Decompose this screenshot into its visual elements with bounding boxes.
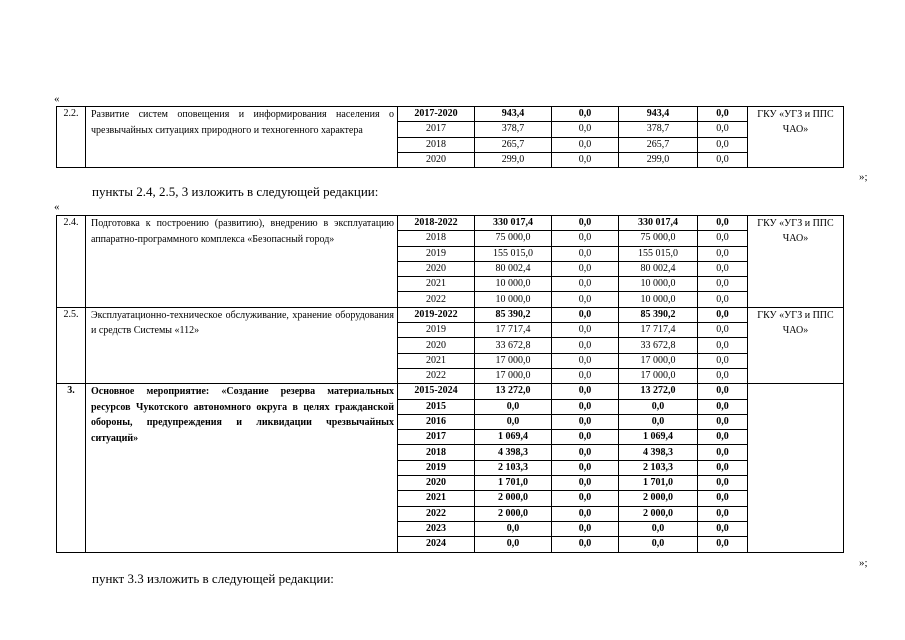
total-cell: 85 390,2 bbox=[475, 307, 552, 322]
total-cell: 0,0 bbox=[475, 537, 552, 552]
municipal-budget-cell: 0,0 bbox=[698, 277, 748, 292]
total-cell: 17 717,4 bbox=[475, 323, 552, 338]
item-number: 2.2. bbox=[57, 107, 86, 168]
year-cell: 2021 bbox=[398, 353, 475, 368]
municipal-budget-cell: 0,0 bbox=[698, 261, 748, 276]
regional-budget-cell: 943,4 bbox=[619, 107, 698, 122]
total-cell: 2 000,0 bbox=[475, 491, 552, 506]
regional-budget-cell: 2 103,3 bbox=[619, 460, 698, 475]
regional-budget-cell: 0,0 bbox=[619, 414, 698, 429]
year-cell: 2018 bbox=[398, 137, 475, 152]
municipal-budget-cell: 0,0 bbox=[698, 476, 748, 491]
year-cell: 2017-2020 bbox=[398, 107, 475, 122]
municipal-budget-cell: 0,0 bbox=[698, 414, 748, 429]
responsible-executor: ГКУ «УГЗ и ППС ЧАО» bbox=[748, 107, 844, 168]
municipal-budget-cell: 0,0 bbox=[698, 430, 748, 445]
federal-budget-cell: 0,0 bbox=[552, 476, 619, 491]
table1-body bbox=[57, 107, 844, 168]
federal-budget-cell: 0,0 bbox=[552, 107, 619, 122]
regional-budget-cell: 0,0 bbox=[619, 521, 698, 536]
federal-budget-cell: 0,0 bbox=[552, 307, 619, 322]
regional-budget-cell: 80 002,4 bbox=[619, 261, 698, 276]
federal-budget-cell: 0,0 bbox=[552, 122, 619, 137]
year-cell: 2020 bbox=[398, 338, 475, 353]
table-row bbox=[57, 107, 844, 122]
total-cell: 4 398,3 bbox=[475, 445, 552, 460]
item-name: Подготовка к построению (развитию), внедрению в эксплуатацию аппаратно-программного комплекса «Безопасный город» bbox=[86, 216, 398, 308]
municipal-budget-cell: 0,0 bbox=[698, 338, 748, 353]
municipal-budget-cell: 0,0 bbox=[698, 506, 748, 521]
municipal-budget-cell: 0,0 bbox=[698, 353, 748, 368]
year-cell: 2022 bbox=[398, 368, 475, 383]
year-cell: 2017 bbox=[398, 430, 475, 445]
total-cell: 1 069,4 bbox=[475, 430, 552, 445]
regional-budget-cell: 330 017,4 bbox=[619, 216, 698, 231]
regional-budget-cell: 13 272,0 bbox=[619, 384, 698, 399]
total-cell: 17 000,0 bbox=[475, 353, 552, 368]
year-cell: 2021 bbox=[398, 277, 475, 292]
total-cell: 265,7 bbox=[475, 137, 552, 152]
total-cell: 10 000,0 bbox=[475, 292, 552, 307]
year-cell: 2018-2022 bbox=[398, 216, 475, 231]
municipal-budget-cell: 0,0 bbox=[698, 152, 748, 167]
regional-budget-cell: 17 000,0 bbox=[619, 368, 698, 383]
regional-budget-cell: 17 717,4 bbox=[619, 323, 698, 338]
total-cell: 33 672,8 bbox=[475, 338, 552, 353]
item-name: Эксплуатационно-техническое обслуживание, хранение оборудования и средств Системы «112» bbox=[86, 307, 398, 383]
federal-budget-cell: 0,0 bbox=[552, 521, 619, 536]
year-cell: 2020 bbox=[398, 152, 475, 167]
year-cell: 2018 bbox=[398, 231, 475, 246]
federal-budget-cell: 0,0 bbox=[552, 338, 619, 353]
federal-budget-cell: 0,0 bbox=[552, 506, 619, 521]
municipal-budget-cell: 0,0 bbox=[698, 368, 748, 383]
table-row bbox=[57, 307, 844, 322]
regional-budget-cell: 2 000,0 bbox=[619, 506, 698, 521]
municipal-budget-cell: 0,0 bbox=[698, 107, 748, 122]
responsible-executor: ГКУ «УГЗ и ППС ЧАО» bbox=[748, 216, 844, 308]
municipal-budget-cell: 0,0 bbox=[698, 216, 748, 231]
federal-budget-cell: 0,0 bbox=[552, 445, 619, 460]
year-cell: 2018 bbox=[398, 445, 475, 460]
federal-budget-cell: 0,0 bbox=[552, 137, 619, 152]
municipal-budget-cell: 0,0 bbox=[698, 292, 748, 307]
federal-budget-cell: 0,0 bbox=[552, 368, 619, 383]
municipal-budget-cell: 0,0 bbox=[698, 399, 748, 414]
federal-budget-cell: 0,0 bbox=[552, 399, 619, 414]
total-cell: 17 000,0 bbox=[475, 368, 552, 383]
regional-budget-cell: 1 069,4 bbox=[619, 430, 698, 445]
table-row bbox=[57, 216, 844, 231]
federal-budget-cell: 0,0 bbox=[552, 430, 619, 445]
federal-budget-cell: 0,0 bbox=[552, 292, 619, 307]
federal-budget-cell: 0,0 bbox=[552, 261, 619, 276]
federal-budget-cell: 0,0 bbox=[552, 414, 619, 429]
regional-budget-cell: 10 000,0 bbox=[619, 277, 698, 292]
regional-budget-cell: 0,0 bbox=[619, 399, 698, 414]
total-cell: 155 015,0 bbox=[475, 246, 552, 261]
year-cell: 2022 bbox=[398, 292, 475, 307]
total-cell: 0,0 bbox=[475, 399, 552, 414]
regional-budget-cell: 33 672,8 bbox=[619, 338, 698, 353]
table2-body bbox=[57, 216, 844, 553]
table-section-2-2 bbox=[56, 106, 844, 168]
responsible-executor bbox=[748, 384, 844, 552]
municipal-budget-cell: 0,0 bbox=[698, 537, 748, 552]
total-cell: 378,7 bbox=[475, 122, 552, 137]
regional-budget-cell: 4 398,3 bbox=[619, 445, 698, 460]
year-cell: 2019 bbox=[398, 246, 475, 261]
federal-budget-cell: 0,0 bbox=[552, 231, 619, 246]
municipal-budget-cell: 0,0 bbox=[698, 491, 748, 506]
year-cell: 2016 bbox=[398, 414, 475, 429]
year-cell: 2019-2022 bbox=[398, 307, 475, 322]
total-cell: 2 000,0 bbox=[475, 506, 552, 521]
year-cell: 2019 bbox=[398, 323, 475, 338]
year-cell: 2017 bbox=[398, 122, 475, 137]
municipal-budget-cell: 0,0 bbox=[698, 323, 748, 338]
year-cell: 2020 bbox=[398, 261, 475, 276]
regional-budget-cell: 2 000,0 bbox=[619, 491, 698, 506]
closing-quote-2: »; bbox=[859, 557, 868, 569]
municipal-budget-cell: 0,0 bbox=[698, 137, 748, 152]
regional-budget-cell: 10 000,0 bbox=[619, 292, 698, 307]
federal-budget-cell: 0,0 bbox=[552, 246, 619, 261]
municipal-budget-cell: 0,0 bbox=[698, 460, 748, 475]
year-cell: 2015 bbox=[398, 399, 475, 414]
instruction-paragraph-2: пункт 3.3 изложить в следующей редакции: bbox=[92, 571, 334, 586]
federal-budget-cell: 0,0 bbox=[552, 277, 619, 292]
responsible-executor: ГКУ «УГЗ и ППС ЧАО» bbox=[748, 307, 844, 383]
regional-budget-cell: 85 390,2 bbox=[619, 307, 698, 322]
item-number: 2.4. bbox=[57, 216, 86, 308]
regional-budget-cell: 75 000,0 bbox=[619, 231, 698, 246]
table-row bbox=[57, 384, 844, 399]
item-name: Основное мероприятие: «Создание резерва материальных ресурсов Чукотского автономного округа в целях гражданской обороны, предупреждения и ликвидации чрезвычайных ситуаций» bbox=[86, 384, 398, 552]
total-cell: 299,0 bbox=[475, 152, 552, 167]
regional-budget-cell: 265,7 bbox=[619, 137, 698, 152]
total-cell: 13 272,0 bbox=[475, 384, 552, 399]
federal-budget-cell: 0,0 bbox=[552, 323, 619, 338]
total-cell: 1 701,0 bbox=[475, 476, 552, 491]
regional-budget-cell: 155 015,0 bbox=[619, 246, 698, 261]
regional-budget-cell: 0,0 bbox=[619, 537, 698, 552]
year-cell: 2021 bbox=[398, 491, 475, 506]
municipal-budget-cell: 0,0 bbox=[698, 246, 748, 261]
total-cell: 0,0 bbox=[475, 521, 552, 536]
federal-budget-cell: 0,0 bbox=[552, 216, 619, 231]
regional-budget-cell: 299,0 bbox=[619, 152, 698, 167]
closing-quote-1: »; bbox=[859, 171, 868, 183]
total-cell: 330 017,4 bbox=[475, 216, 552, 231]
year-cell: 2015-2024 bbox=[398, 384, 475, 399]
federal-budget-cell: 0,0 bbox=[552, 491, 619, 506]
table-sections-2-4-to-3 bbox=[56, 215, 844, 553]
federal-budget-cell: 0,0 bbox=[552, 460, 619, 475]
municipal-budget-cell: 0,0 bbox=[698, 307, 748, 322]
total-cell: 10 000,0 bbox=[475, 277, 552, 292]
regional-budget-cell: 17 000,0 bbox=[619, 353, 698, 368]
municipal-budget-cell: 0,0 bbox=[698, 521, 748, 536]
year-cell: 2020 bbox=[398, 476, 475, 491]
federal-budget-cell: 0,0 bbox=[552, 152, 619, 167]
item-name: Развитие систем оповещения и информирования населения о чрезвычайных ситуациях природного и техногенного характера bbox=[86, 107, 398, 168]
regional-budget-cell: 1 701,0 bbox=[619, 476, 698, 491]
item-number: 2.5. bbox=[57, 307, 86, 383]
municipal-budget-cell: 0,0 bbox=[698, 445, 748, 460]
year-cell: 2022 bbox=[398, 506, 475, 521]
municipal-budget-cell: 0,0 bbox=[698, 384, 748, 399]
total-cell: 943,4 bbox=[475, 107, 552, 122]
year-cell: 2019 bbox=[398, 460, 475, 475]
item-number: 3. bbox=[57, 384, 86, 552]
total-cell: 2 103,3 bbox=[475, 460, 552, 475]
regional-budget-cell: 378,7 bbox=[619, 122, 698, 137]
municipal-budget-cell: 0,0 bbox=[698, 231, 748, 246]
municipal-budget-cell: 0,0 bbox=[698, 122, 748, 137]
opening-quote-1: « bbox=[54, 93, 60, 105]
total-cell: 80 002,4 bbox=[475, 261, 552, 276]
year-cell: 2024 bbox=[398, 537, 475, 552]
instruction-paragraph-1: пункты 2.4, 2.5, 3 изложить в следующей редакции: bbox=[92, 184, 379, 199]
total-cell: 75 000,0 bbox=[475, 231, 552, 246]
federal-budget-cell: 0,0 bbox=[552, 537, 619, 552]
opening-quote-2: « bbox=[54, 201, 60, 213]
year-cell: 2023 bbox=[398, 521, 475, 536]
federal-budget-cell: 0,0 bbox=[552, 384, 619, 399]
federal-budget-cell: 0,0 bbox=[552, 353, 619, 368]
total-cell: 0,0 bbox=[475, 414, 552, 429]
